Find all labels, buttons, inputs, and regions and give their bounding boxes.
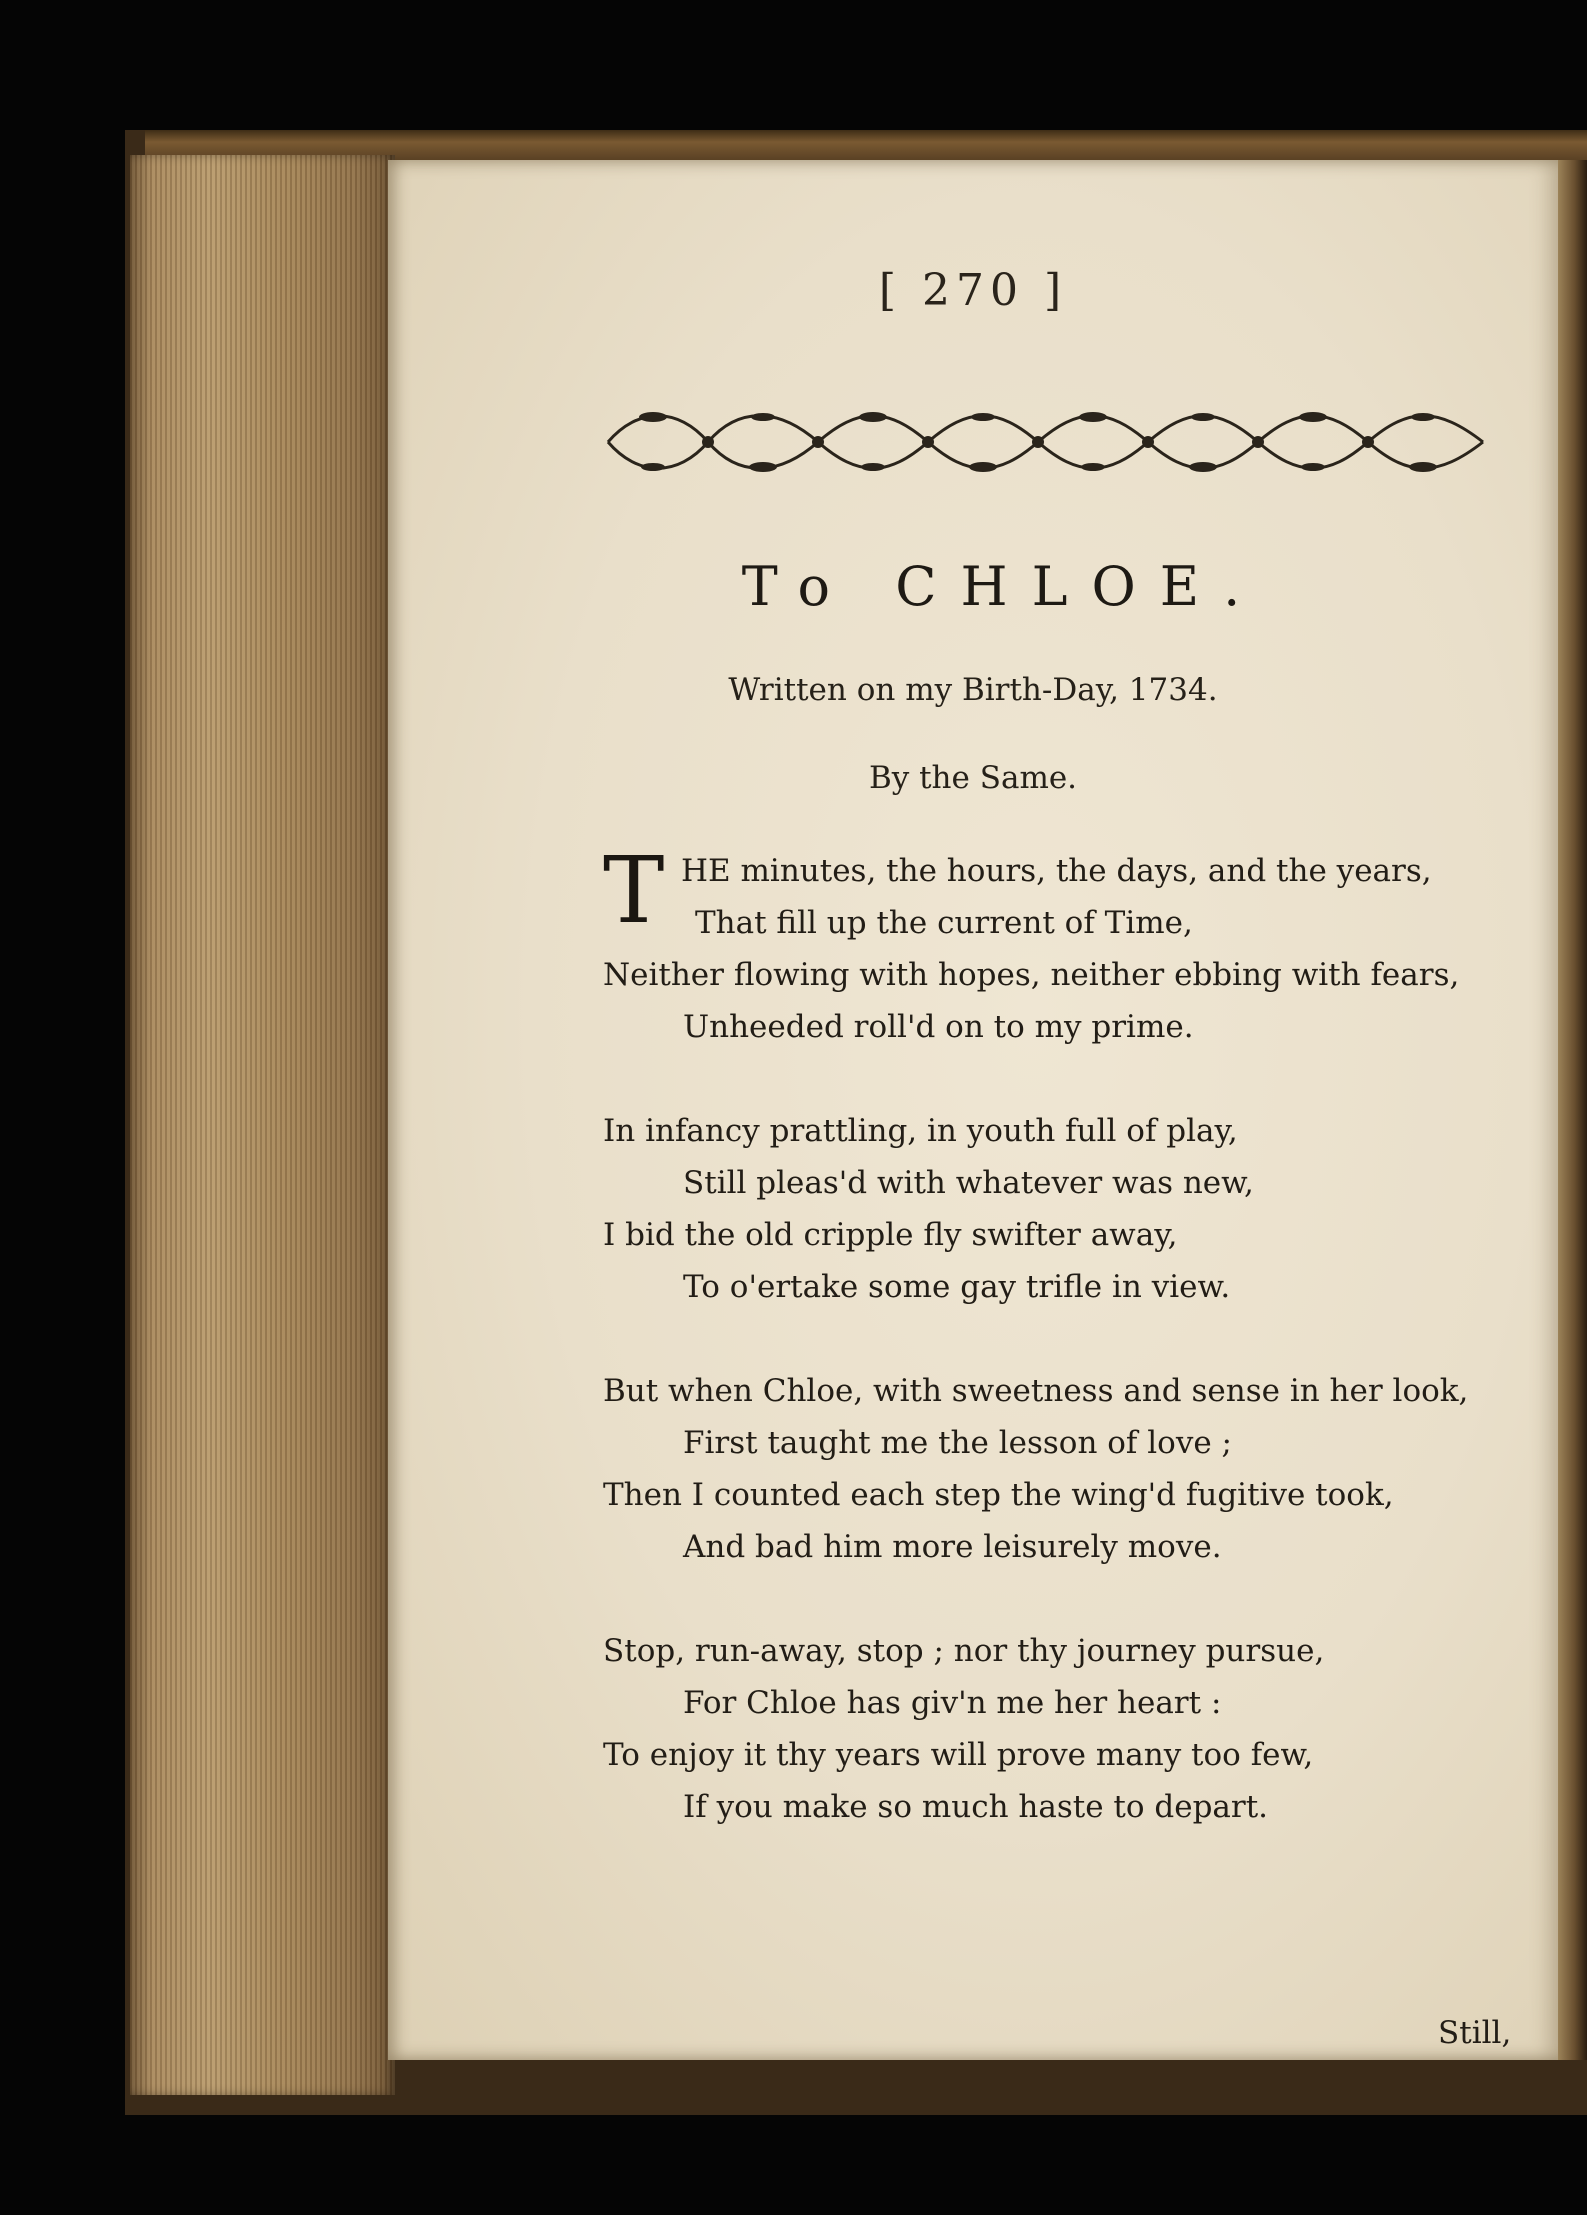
poem-line: First taught me the lesson of love ; xyxy=(683,1425,1232,1461)
poem-line: Unheeded roll'd on to my prime. xyxy=(683,1009,1194,1045)
poem-line: In infancy prattling, in youth full of play, xyxy=(603,1113,1238,1149)
poem-line: To enjoy it thy years will prove many too few, xyxy=(603,1737,1314,1773)
poem-title: To CHLOE. xyxy=(741,555,1265,618)
poem-body xyxy=(603,837,1503,1833)
page-fore-edge xyxy=(130,155,395,2095)
poem-line: Then I counted each step the wing'd fugitive took, xyxy=(603,1477,1394,1513)
poem-line: To o'ertake some gay trifle in view. xyxy=(683,1269,1231,1305)
drop-cap: T xyxy=(603,837,665,944)
book-page xyxy=(388,160,1558,2060)
poem-line: That fill up the current of Time, xyxy=(695,905,1193,941)
catchword: Still, xyxy=(1438,2015,1512,2051)
poem-byline: By the Same. xyxy=(868,760,1078,796)
poem-line: Still pleas'd with whatever was new, xyxy=(683,1165,1254,1201)
decorative-headpiece xyxy=(598,392,1493,492)
stanza xyxy=(603,837,1503,1053)
poem-line: Stop, run-away, stop ; nor thy journey pursue, xyxy=(603,1633,1325,1669)
poem-line: Neither flowing with hopes, neither ebbing with fears, xyxy=(603,957,1460,993)
stanza xyxy=(603,1625,1503,1833)
stanza xyxy=(603,1365,1503,1573)
poem-line: For Chloe has giv'n me her heart : xyxy=(683,1685,1222,1721)
stanza xyxy=(603,1105,1503,1313)
poem-line: And bad him more leisurely move. xyxy=(683,1529,1222,1565)
poem-subtitle: Written on my Birth-Day, 1734. xyxy=(728,672,1218,708)
poem-line: If you make so much haste to depart. xyxy=(683,1789,1269,1825)
poem-line: I bid the old cripple fly swifter away, xyxy=(603,1217,1178,1253)
poem-line: But when Chloe, with sweetness and sense in her look, xyxy=(603,1373,1469,1409)
next-page-edge xyxy=(1555,160,1587,2060)
page-number: [ 270 ] xyxy=(878,265,1068,316)
poem-line: HE minutes, the hours, the days, and the years, xyxy=(681,853,1432,889)
